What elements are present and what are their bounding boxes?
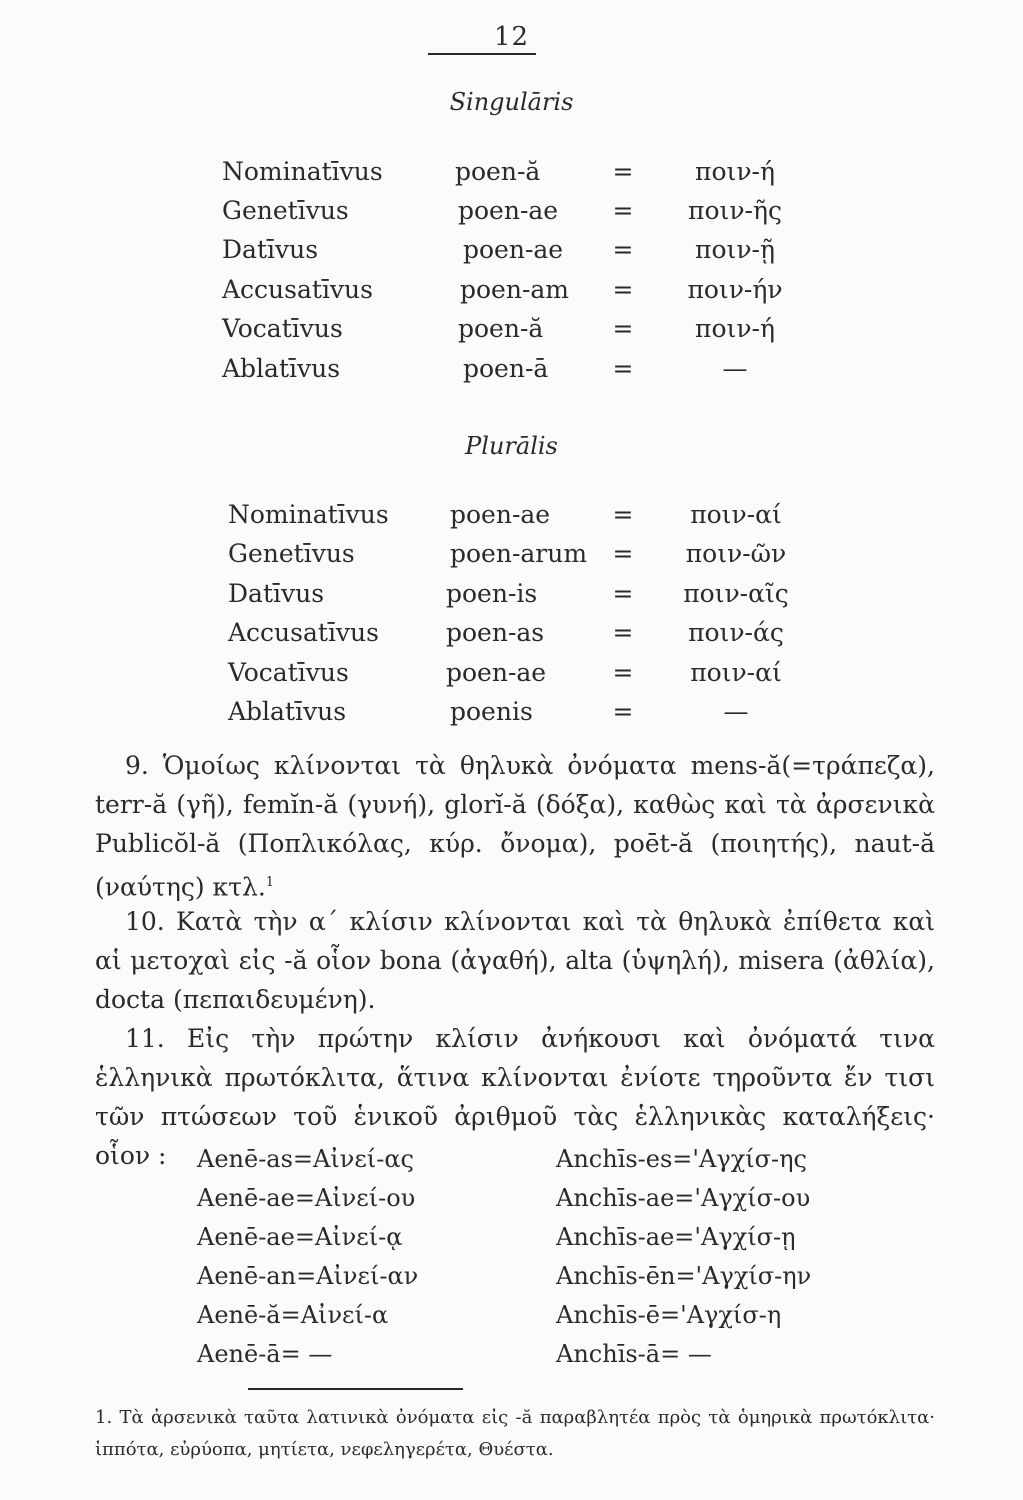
case-name: Genetīvus <box>228 539 355 568</box>
equals-sign: = <box>612 157 634 186</box>
list-item: Aenē-ā= — <box>197 1340 333 1368</box>
equals-sign: = <box>612 697 634 726</box>
greek-form: ποιν-αί <box>690 500 782 529</box>
greek-form: ποιν-ῶν <box>685 539 787 568</box>
plural-heading: Plurālis <box>465 432 558 460</box>
paragraph-11-text: 11. Εἰς τὴν πρώτην κλίσιν ἀνήκουσι καὶ ὀνόματά τινα ἑλληνικὰ πρωτόκλιτα, ἅτινα κλίνονται ἐνίοτε τηροῦντα ἔν τισι τῶν πτώσεων τοῦ ἑνικοῦ ἀριθμοῦ τὰς ἑλληνικὰς καταλήξεις· οἷον : <box>95 1024 935 1170</box>
footnote-rule <box>248 1388 463 1390</box>
greek-form: ποιν-ή <box>695 157 775 186</box>
equals-sign: = <box>612 500 634 529</box>
greek-form: ποιν-άς <box>688 618 784 647</box>
case-name: Ablatīvus <box>228 697 347 726</box>
equals-sign: = <box>612 539 634 568</box>
case-name: Accusatīvus <box>228 618 379 647</box>
latin-form: poenis <box>450 697 533 726</box>
greek-form: ποιν-αῖς <box>683 579 789 608</box>
latin-form: poen-am <box>460 275 570 304</box>
case-name: Genetīvus <box>222 196 349 225</box>
greek-form: — <box>722 354 748 383</box>
case-name: Nominatīvus <box>222 157 383 186</box>
equals-sign: = <box>612 618 634 647</box>
equals-sign: = <box>612 314 634 343</box>
case-name: Ablatīvus <box>222 354 341 383</box>
latin-form: poen-ae <box>458 196 559 225</box>
page-number-rule <box>428 53 536 55</box>
latin-form: poen-ă <box>455 157 541 186</box>
singular-heading: Singulāris <box>449 88 574 116</box>
greek-form: ποιν-ή <box>695 314 775 343</box>
paragraph-9 <box>95 746 935 906</box>
list-item: Aenē-ae=Αἰνεί-ου <box>197 1184 416 1212</box>
latin-form: poen-as <box>446 618 545 647</box>
latin-form: poen-is <box>446 579 538 608</box>
page-number: 12 <box>493 22 530 52</box>
equals-sign: = <box>612 235 634 264</box>
list-item: Anchīs-ēn='Αγχίσ-ην <box>556 1262 812 1290</box>
latin-form: poen-ae <box>450 500 551 529</box>
equals-sign: = <box>612 196 634 225</box>
list-item: Aenē-ae=Αἰνεί-ᾳ <box>197 1223 403 1251</box>
paragraph-10-text: 10. Κατὰ τὴν α΄ κλίσιν κλίνονται καὶ τὰ θηλυκὰ ἐπίθετα καὶ αἱ μετοχαὶ εἰς -ă οἷον bona (ἀγαθή), alta (ὑψηλή), misera (ἀθλία), docta (πεπαιδευμένη). <box>95 907 935 1014</box>
case-name: Accusatīvus <box>222 275 373 304</box>
greek-form: ποιν-ήν <box>687 275 783 304</box>
equals-sign: = <box>612 275 634 304</box>
latin-form: poen-ae <box>463 235 564 264</box>
case-name: Vocatīvus <box>222 314 343 343</box>
list-item: Aenē-ă=Αἰνεί-α <box>197 1301 389 1329</box>
case-name: Datīvus <box>228 579 325 608</box>
footnote-marker: 1 <box>265 875 275 890</box>
greek-form: ποιν-αί <box>690 658 782 687</box>
paragraph-10 <box>95 902 935 1019</box>
footnote: 1. Τὰ ἀρσενικὰ ταῦτα λατινικὰ ὀνόματα εἰς -ă παραβλητέα πρὸς τὰ ὁμηρικὰ πρωτόκλιτα· ἱππότα, εὐρύοπα, μητίετα, νεφεληγερέτα, Θυέστα. <box>95 1407 935 1460</box>
equals-sign: = <box>612 579 634 608</box>
list-item: Anchīs-ae='Αγχίσ-ου <box>556 1184 811 1212</box>
equals-sign: = <box>612 658 634 687</box>
latin-form: poen-ā <box>463 354 549 383</box>
latin-form: poen-ae <box>446 658 547 687</box>
list-item: Aenē-an=Αἰνεί-αν <box>197 1262 419 1290</box>
list-item: Aenē-as=Αἰνεί-ας <box>197 1145 414 1173</box>
list-item: Anchīs-ē='Αγχίσ-η <box>556 1301 782 1329</box>
greek-form: ποιν-ῆς <box>688 196 782 225</box>
list-item: Anchīs-es='Αγχίσ-ης <box>556 1145 807 1173</box>
greek-form: ποιν-ῇ <box>695 235 775 264</box>
latin-form: poen-arum <box>450 539 588 568</box>
greek-form: — <box>723 697 749 726</box>
equals-sign: = <box>612 354 634 383</box>
paragraph-9-text: 9. Ὁμοίως κλίνονται τὰ θηλυκὰ ὀνόματα mens-ă(=τράπεζα), terr-ă (γῆ), femĭn-ă (γυνή), glorĭ-ă (δόξα), καθὼς καὶ τὰ ἀρσενικὰ Publicŏl-ă (Ποπλικόλας, κύρ. ὄνομα), poēt-ă (ποιητής), naut-ă (ναύτης) κτλ. <box>95 751 935 902</box>
list-item: Anchīs-ā= — <box>556 1340 712 1368</box>
case-name: Datīvus <box>222 235 319 264</box>
latin-form: poen-ă <box>458 314 544 343</box>
case-name: Nominatīvus <box>228 500 389 529</box>
list-item: Anchīs-ae='Αγχίσ-ῃ <box>556 1223 796 1251</box>
case-name: Vocatīvus <box>228 658 349 687</box>
